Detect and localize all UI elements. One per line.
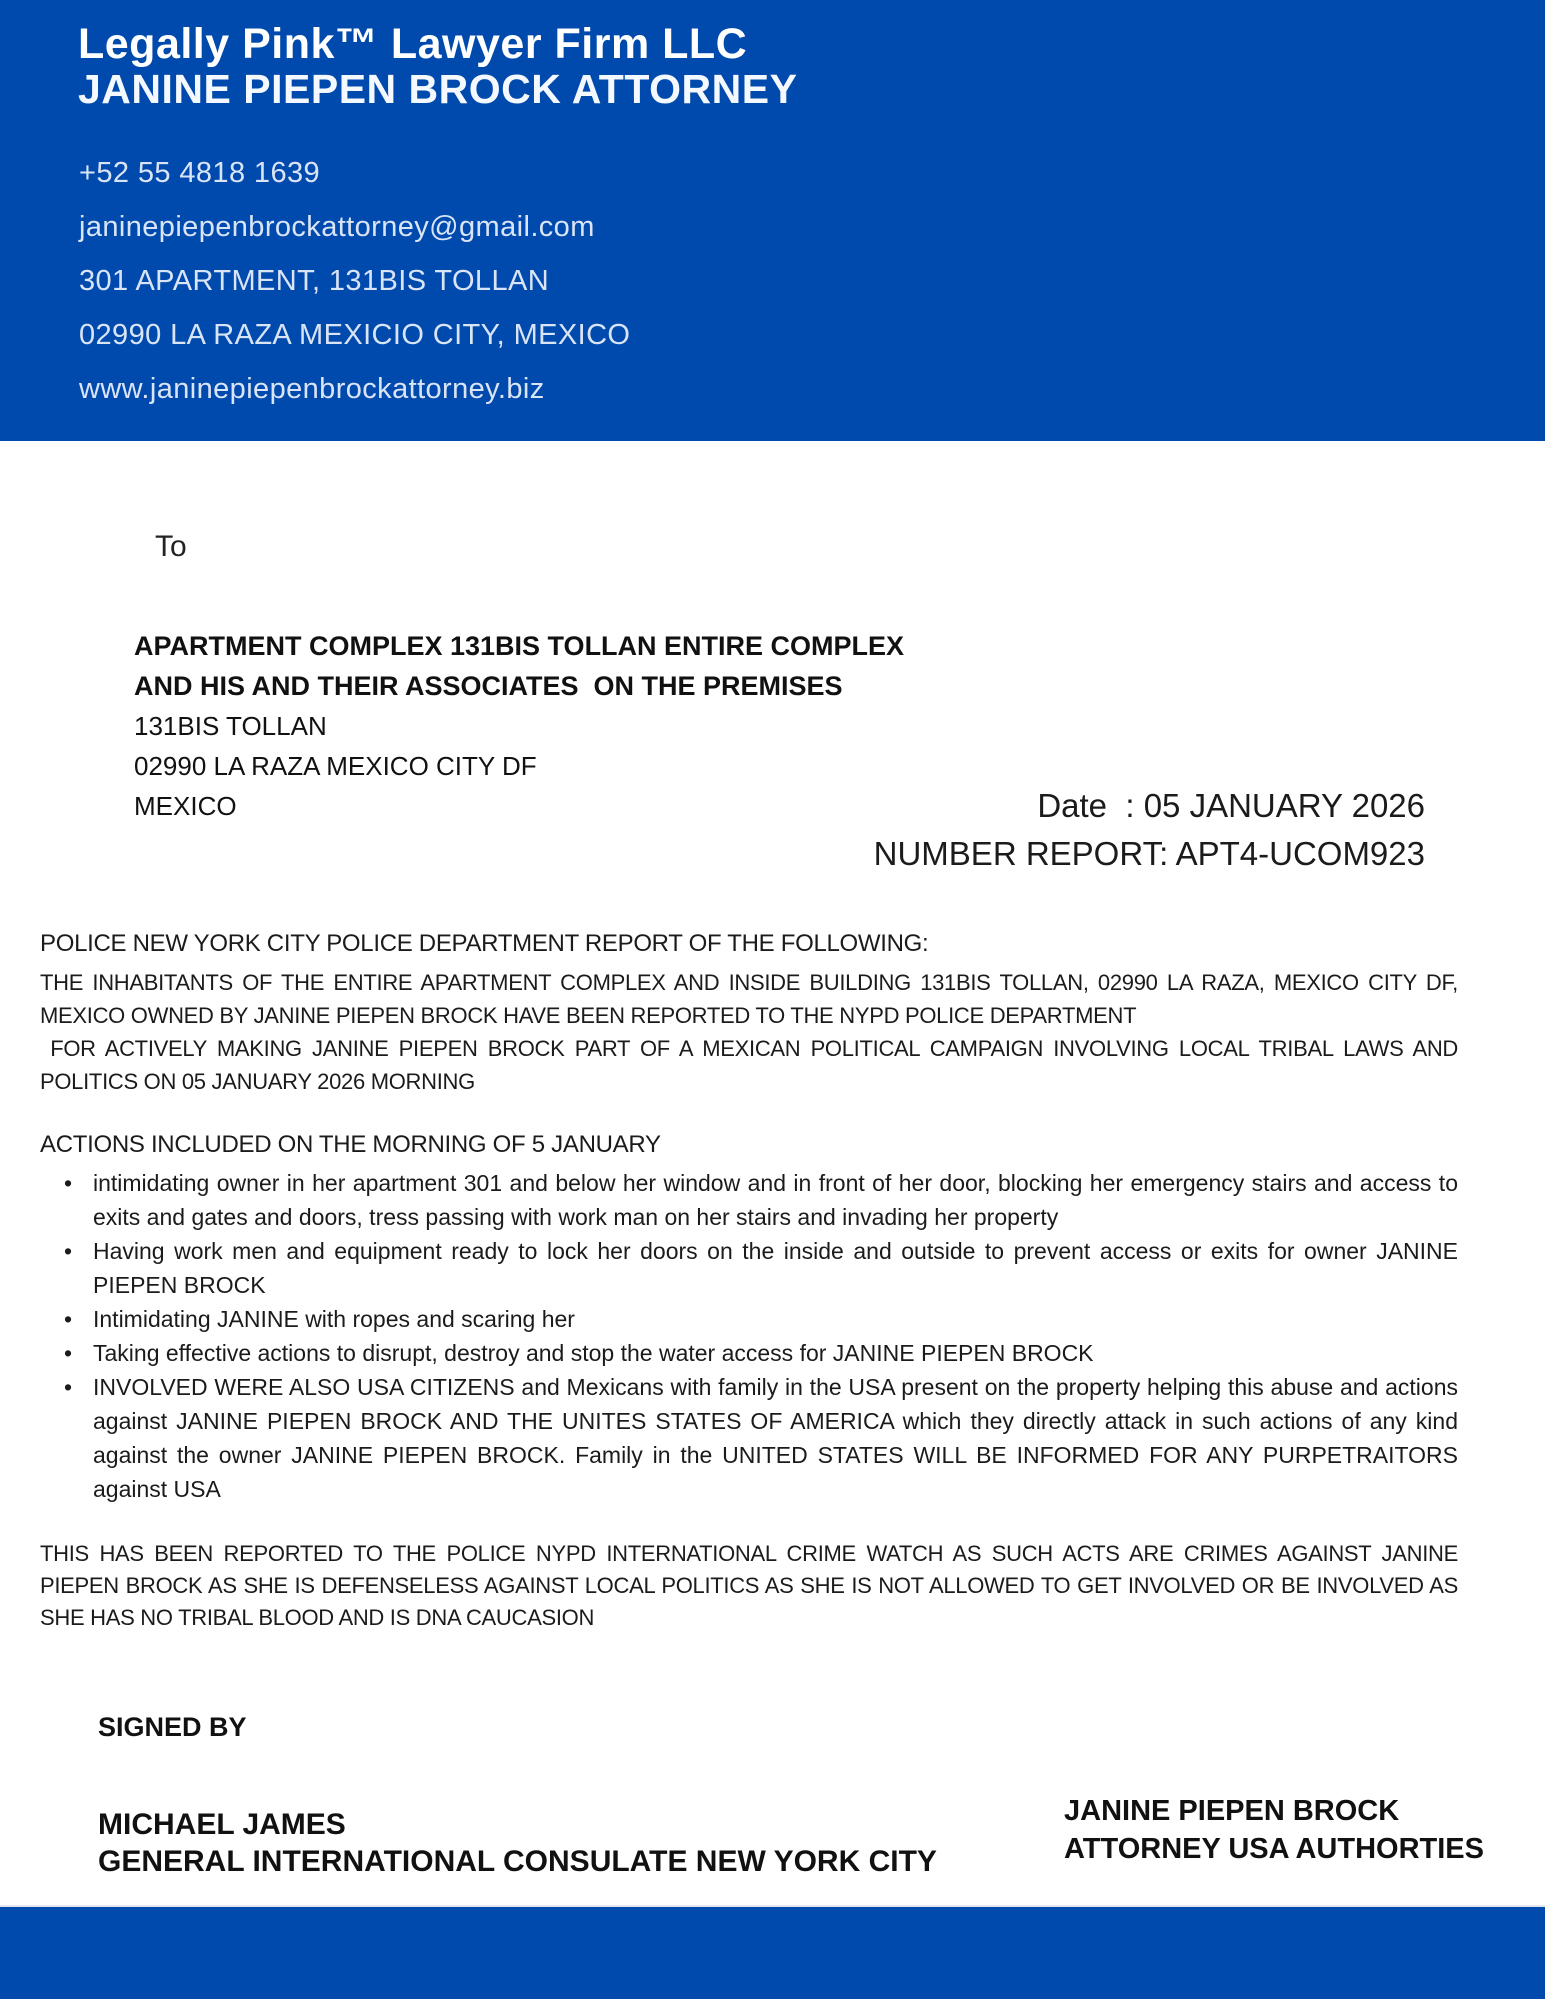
action-item: • Taking effective actions to disrupt, destroy and stop the water access for JANINE PIEPEN BROCK: [40, 1336, 1458, 1370]
recipient-address-line2: 02990 LA RAZA MEXICO CITY DF: [134, 751, 537, 781]
firm-name: Legally Pink™ Lawyer Firm LLC: [78, 20, 748, 68]
report-intro: [40, 966, 1464, 1098]
recipient-address-line3: MEXICO: [134, 791, 237, 821]
action-item: • Having work men and equipment ready to lock her doors on the inside and outside to prevent access or exits for owner JANINE PIEPEN BROCK: [40, 1234, 1458, 1302]
phone-number: +52 55 4818 1639: [79, 157, 321, 189]
contact-block: [79, 146, 630, 416]
footer-band: [0, 1905, 1545, 1999]
actions-list: [40, 1166, 1458, 1506]
actions-heading: ACTIONS INCLUDED ON THE MORNING OF 5 JANUARY: [40, 1131, 661, 1158]
signature-right-block: [1064, 1792, 1484, 1868]
city-address: 02990 LA RAZA MEXICIO CITY, MEXICO: [79, 319, 631, 351]
signer-left-name: MICHAEL JAMES: [98, 1808, 346, 1841]
email-address: janinepiepenbrockattorney@gmail.com: [79, 211, 595, 243]
signer-right-title: ATTORNEY USA AUTHORTIES: [1064, 1833, 1484, 1865]
signed-by-label: SIGNED BY: [98, 1712, 247, 1742]
recipient-address-line1: 131BIS TOLLAN: [134, 711, 327, 741]
signer-right-name: JANINE PIEPEN BROCK: [1064, 1795, 1400, 1827]
action-item: • Intimidating JANINE with ropes and scaring her: [40, 1302, 1458, 1336]
action-item: • intimidating owner in her apartment 301 and below her window and in front of her door, blocking her emergency stairs and access to exits and gates and doors, tress passing with work man on her stairs and invading her property: [40, 1166, 1458, 1234]
report-date: Date : 05 JANUARY 2026: [1037, 787, 1425, 824]
report-intro-part2: FOR ACTIVELY MAKING JANINE PIEPEN BROCK PART OF A MEXICAN POLITICAL CAMPAIGN INVOLVING LOCAL TRIBAL LAWS AND POLITICS ON 05 JANUARY 2026 MORNING: [40, 1036, 1464, 1094]
action-item: • INVOLVED WERE ALSO USA CITIZENS and Mexicans with family in the USA present on the property helping this abuse and actions against JANINE PIEPEN BROCK AND THE UNITES STATES OF AMERICA which they directly attack in such actions of any kind against the owner JANINE PIEPEN BROCK. Family in the UNITED STATES WILL BE INFORMED FOR ANY PURPETRAITORS against USA: [40, 1370, 1458, 1506]
recipient-block: [134, 626, 904, 826]
report-number: NUMBER REPORT: APT4-UCOM923: [873, 835, 1425, 872]
report-intro-part1: THE INHABITANTS OF THE ENTIRE APARTMENT COMPLEX AND INSIDE BUILDING 131BIS TOLLAN, 02990 LA RAZA, MEXICO CITY DF, MEXICO OWNED BY JANINE PIEPEN BROCK HAVE BEEN REPORTED TO THE NYPD POLICE DEPARTMENT: [40, 970, 1464, 1028]
website-url: www.janinepiepenbrockattorney.biz: [79, 373, 545, 405]
to-label: To: [155, 530, 187, 563]
closing-paragraph: THIS HAS BEEN REPORTED TO THE POLICE NYPD INTERNATIONAL CRIME WATCH AS SUCH ACTS ARE CRIMES AGAINST JANINE PIEPEN BROCK AS SHE IS DEFENSELESS AGAINST LOCAL POLITICS AS SHE IS NOT ALLOWED TO GET INVOLVED OR BE INVOLVED AS SHE HAS NO TRIBAL BLOOD AND IS DNA CAUCASION: [40, 1541, 1458, 1630]
attorney-name: JANINE PIEPEN BROCK ATTORNEY: [78, 66, 798, 112]
street-address: 301 APARTMENT, 131BIS TOLLAN: [79, 265, 550, 297]
report-heading: POLICE NEW YORK CITY POLICE DEPARTMENT REPORT OF THE FOLLOWING:: [40, 930, 929, 957]
signature-left-block: [98, 1806, 937, 1880]
letterhead-band: [0, 0, 1545, 441]
report-meta: [874, 782, 1425, 878]
recipient-name-line2: AND HIS AND THEIR ASSOCIATES ON THE PREMISES: [134, 671, 843, 701]
signer-left-title: GENERAL INTERNATIONAL CONSULATE NEW YORK CITY: [98, 1845, 937, 1878]
recipient-name-line1: APARTMENT COMPLEX 131BIS TOLLAN ENTIRE COMPLEX: [134, 631, 905, 661]
